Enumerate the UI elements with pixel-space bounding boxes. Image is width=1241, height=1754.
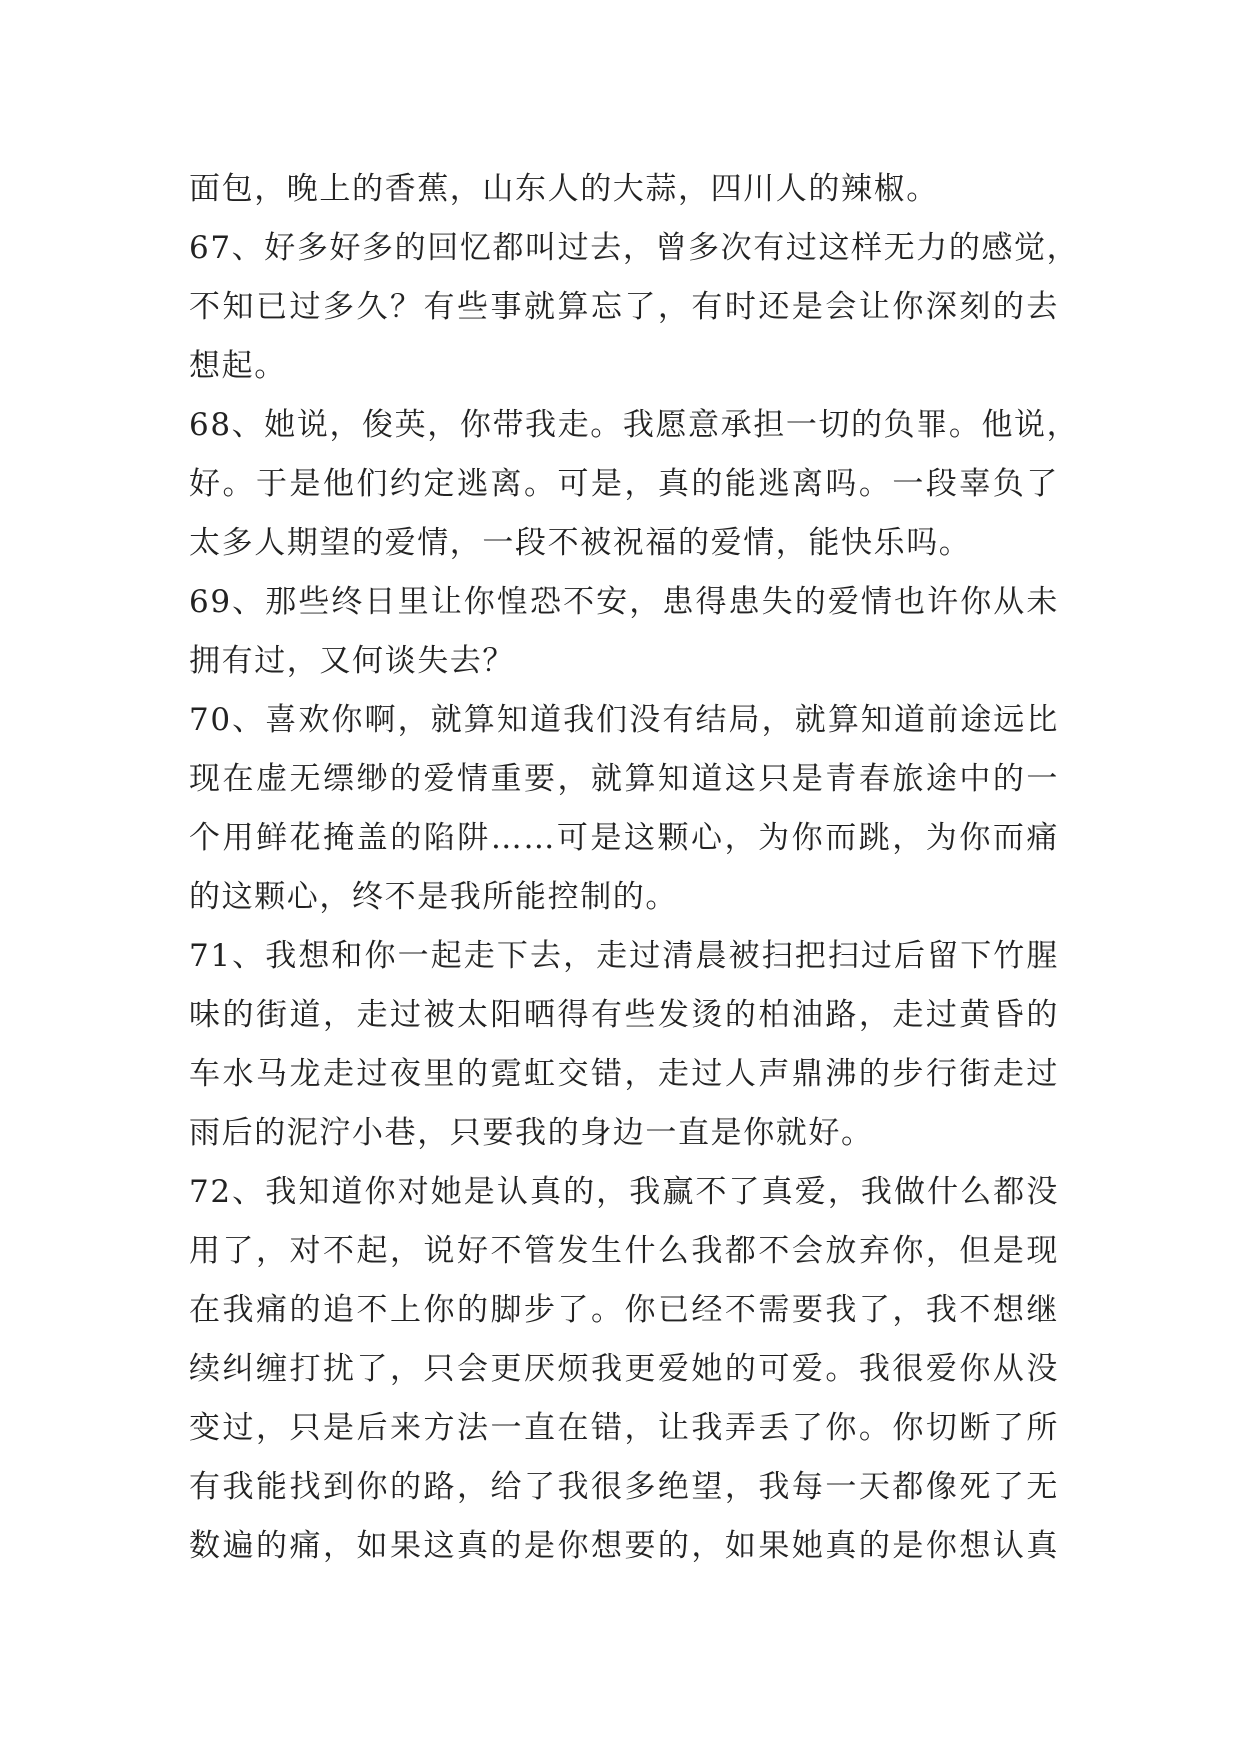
text-line: 个用鲜花掩盖的陷阱……可是这颗心，为你而跳，为你而痛 bbox=[189, 820, 1059, 856]
text-line: 现在虚无缥缈的爱情重要，就算知道这只是青春旅途中的一 bbox=[189, 761, 1059, 797]
text-line: 不知已过多久？有些事就算忘了，有时还是会让你深刻的去 bbox=[189, 289, 1059, 325]
text-line: 69、那些终日里让你惶恐不安，患得患失的爱情也许你从未 bbox=[189, 584, 1059, 620]
text-line: 拥有过，又何谈失去？ bbox=[189, 643, 515, 679]
text-line: 想起。 bbox=[189, 348, 287, 384]
text-line: 车水马龙走过夜里的霓虹交错，走过人声鼎沸的步行街走过 bbox=[189, 1056, 1059, 1092]
text-line: 味的街道，走过被太阳晒得有些发烫的柏油路，走过黄昏的 bbox=[189, 997, 1059, 1033]
text-line: 有我能找到你的路，给了我很多绝望，我每一天都像死了无 bbox=[189, 1469, 1059, 1505]
text-line: 的这颗心，终不是我所能控制的。 bbox=[189, 879, 678, 915]
text-line: 67、好多好多的回忆都叫过去，曾多次有过这样无力的感觉， bbox=[189, 230, 1080, 266]
text-line: 太多人期望的爱情，一段不被祝福的爱情，能快乐吗。 bbox=[189, 525, 972, 561]
text-line: 面包，晚上的香蕉，山东人的大蒜，四川人的辣椒。 bbox=[189, 171, 939, 207]
text-line: 70、喜欢你啊，就算知道我们没有结局，就算知道前途远比 bbox=[189, 702, 1059, 738]
text-line: 变过，只是后来方法一直在错，让我弄丢了你。你切断了所 bbox=[189, 1410, 1059, 1446]
text-line: 续纠缠打扰了，只会更厌烦我更爱她的可爱。我很爱你从没 bbox=[189, 1351, 1059, 1387]
text-line: 71、我想和你一起走下去，走过清晨被扫把扫过后留下竹腥 bbox=[189, 938, 1059, 974]
text-line: 雨后的泥泞小巷，只要我的身边一直是你就好。 bbox=[189, 1115, 874, 1151]
text-line: 数遍的痛，如果这真的是你想要的，如果她真的是你想认真 bbox=[189, 1528, 1059, 1564]
body-text bbox=[189, 160, 1080, 1576]
text-line: 72、我知道你对她是认真的，我赢不了真爱，我做什么都没 bbox=[189, 1174, 1059, 1210]
text-line: 在我痛的追不上你的脚步了。你已经不需要我了，我不想继 bbox=[189, 1292, 1059, 1328]
text-line: 68、她说，俊英，你带我走。我愿意承担一切的负罪。他说， bbox=[189, 407, 1080, 443]
text-line: 用了，对不起，说好不管发生什么我都不会放弃你，但是现 bbox=[189, 1233, 1059, 1269]
text-line: 好。于是他们约定逃离。可是，真的能逃离吗。一段辜负了 bbox=[189, 466, 1059, 502]
